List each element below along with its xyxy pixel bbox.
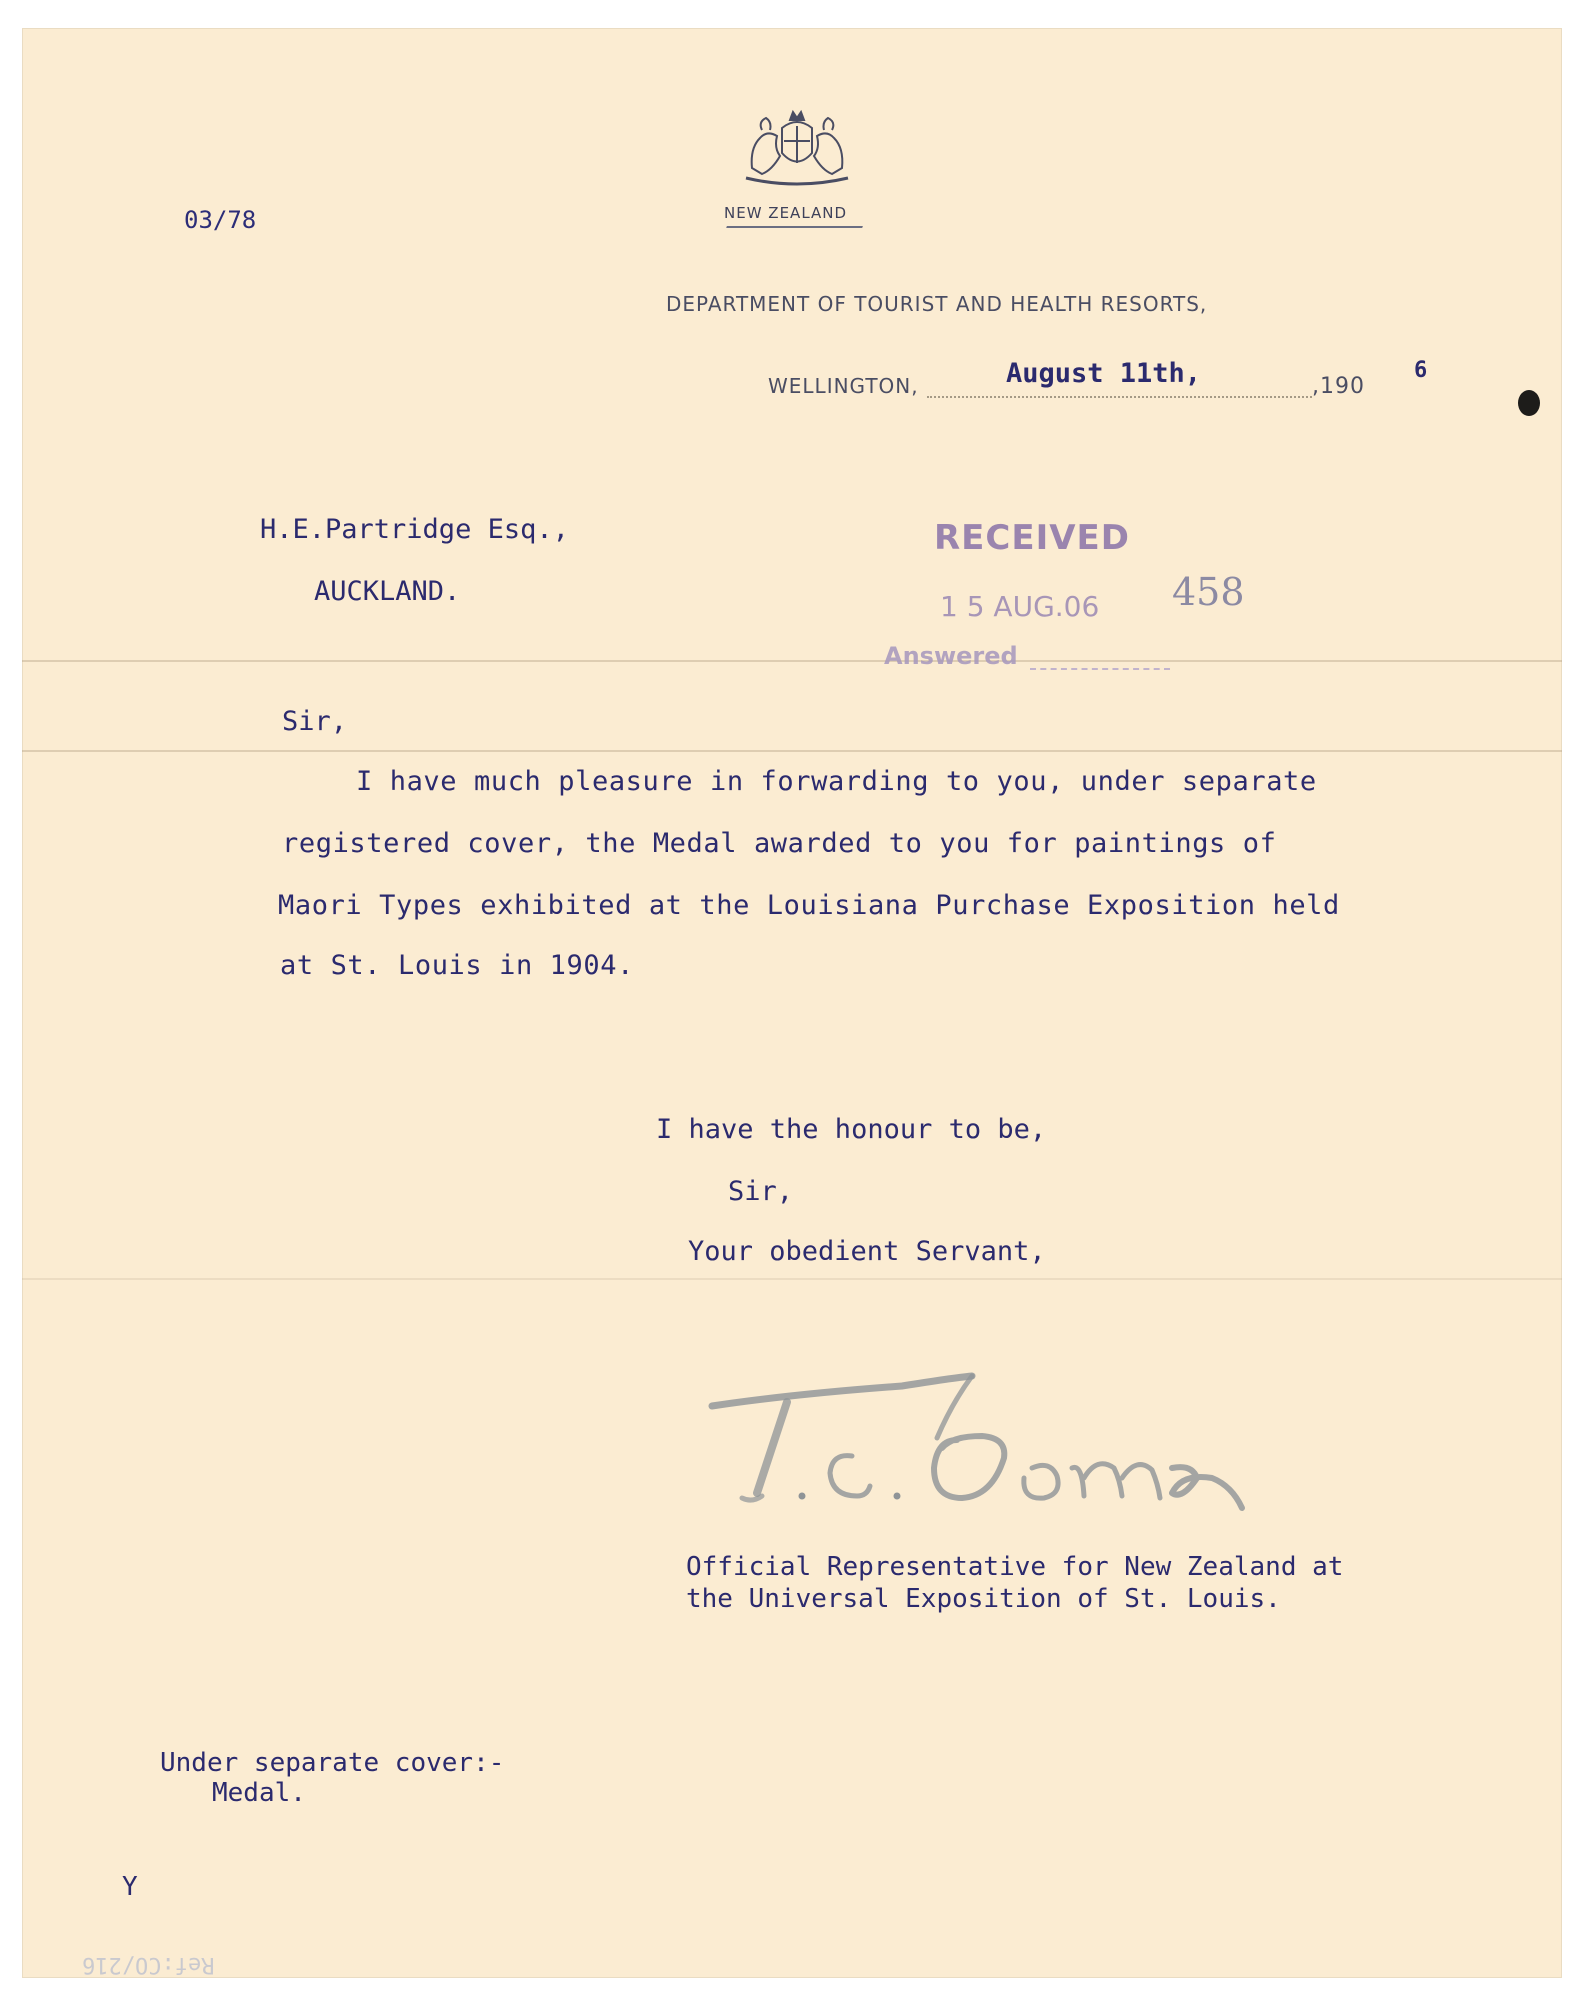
addressee-city: AUCKLAND. bbox=[314, 576, 461, 607]
signatory-title-line: the Universal Exposition of St. Louis. bbox=[686, 1584, 1281, 1614]
closing-line: Sir, bbox=[728, 1176, 794, 1207]
year-suffix: 6 bbox=[1414, 358, 1428, 383]
letter-date: August 11th, bbox=[1006, 358, 1202, 389]
received-stamp-title: RECEIVED bbox=[934, 518, 1130, 558]
received-stamp-date: 1 5 AUG.06 bbox=[940, 590, 1100, 623]
crest-underline bbox=[725, 226, 863, 231]
body-line: I have much pleasure in forwarding to you, under separate bbox=[356, 766, 1317, 797]
closing-line: I have the honour to be, bbox=[656, 1114, 1047, 1145]
typist-initial: Y bbox=[122, 1872, 138, 1902]
file-reference: 03/78 bbox=[184, 206, 257, 234]
punch-hole bbox=[1518, 390, 1540, 416]
answered-stamp-label: Answered bbox=[884, 642, 1018, 670]
fold-line-lower bbox=[22, 1278, 1562, 1280]
addressee-name: H.E.Partridge Esq., bbox=[260, 514, 569, 545]
body-line: Maori Types exhibited at the Louisiana Purchase Exposition held bbox=[278, 890, 1340, 921]
salutation: Sir, bbox=[282, 706, 348, 737]
year-prefix: ,190 bbox=[1312, 374, 1365, 399]
closing-line: Your obedient Servant, bbox=[688, 1236, 1046, 1267]
body-line: at St. Louis in 1904. bbox=[280, 950, 634, 981]
letterhead-city: WELLINGTON, bbox=[768, 374, 919, 398]
signatory-title-line: Official Representative for New Zealand at bbox=[686, 1552, 1344, 1582]
received-stamp-number: 458 bbox=[1172, 570, 1245, 614]
handwritten-signature bbox=[652, 1328, 1372, 1528]
department-letterhead: DEPARTMENT OF TOURIST AND HEALTH RESORTS, bbox=[666, 292, 1208, 316]
crest-country-label: NEW ZEALAND bbox=[724, 204, 848, 222]
fold-line-middle bbox=[22, 750, 1562, 752]
letter-page bbox=[22, 28, 1562, 1978]
enclosure-item: Medal. bbox=[212, 1778, 306, 1808]
body-line: registered cover, the Medal awarded to you for paintings of bbox=[282, 828, 1277, 859]
enclosure-note: Under separate cover:- bbox=[160, 1748, 505, 1778]
answered-stamp bbox=[884, 642, 1170, 670]
archive-reference-mark: Ref:CO/216 bbox=[82, 1952, 215, 1977]
coat-of-arms-crest bbox=[722, 108, 852, 238]
fold-line-top bbox=[22, 660, 1562, 662]
